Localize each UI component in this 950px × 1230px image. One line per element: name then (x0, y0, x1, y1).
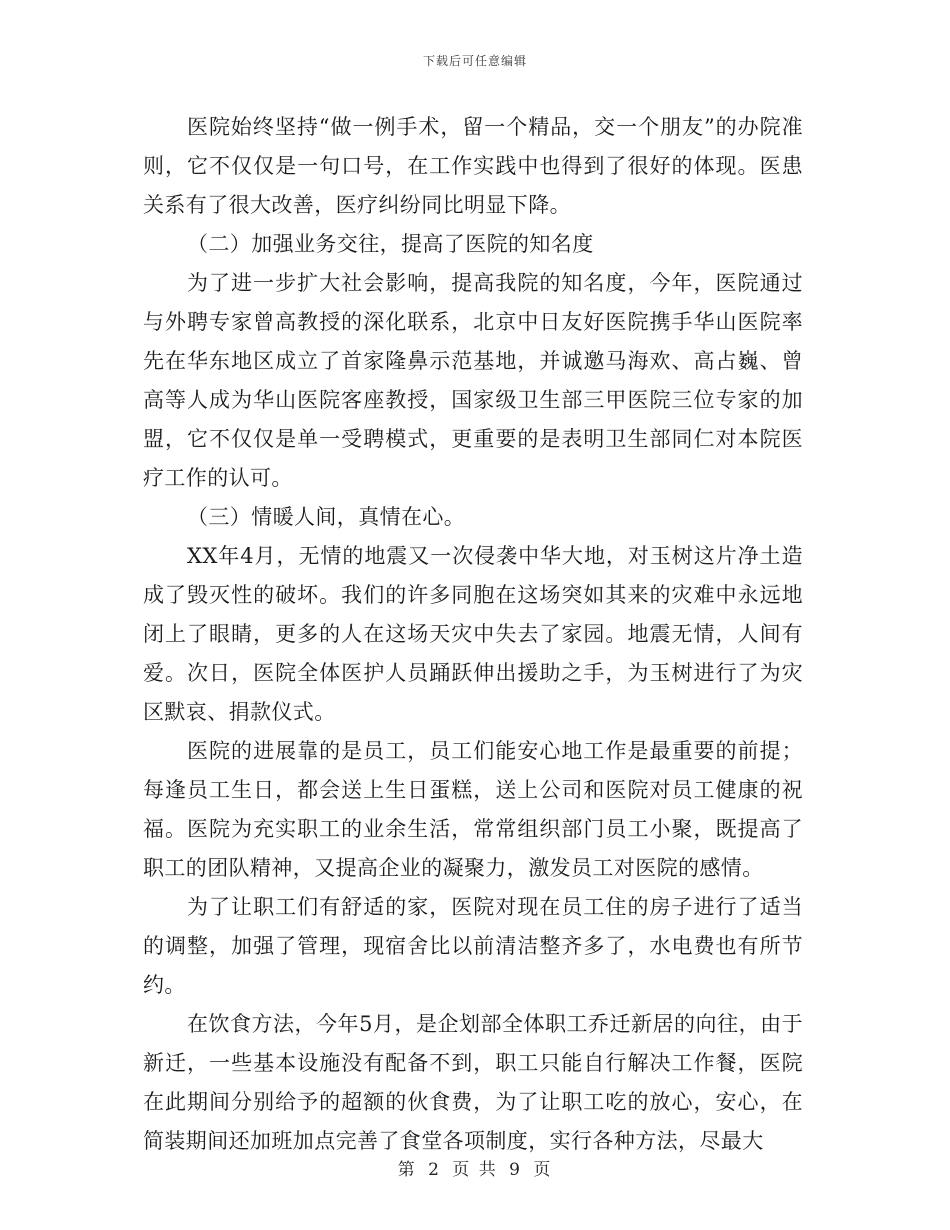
paragraph-meals: 在饮食方法，今年5月，是企划部全体职工乔迁新居的向往，由于新迁，一些基本设施没有配备不到，职工只能自行解决工作餐，医院在此期间分别给予的超额的伙食费，为了让职工吃的放心，安心，在简装期间还加班加点完善了食堂各项制度，实行各种方法，尽最大 (143, 1012, 803, 1153)
paragraph-dormitory: 为了让职工们有舒适的家，医院对现在员工住的房子进行了适当的调整，加强了管理，现宿舍比以前清洁整齐多了，水电费也有所节约。 (143, 895, 803, 997)
section-heading-three: （三）情暖人间，真情在心。 (187, 505, 466, 529)
total-page-number: 9 (509, 1160, 522, 1180)
page-header: 下载后可任意编辑 (422, 54, 527, 68)
paragraph-reputation: 为了进一步扩大社会影响，提高我院的知名度，今年，医院通过与外聘专家曾高教授的深化联系，北京中日友好医院携手华山医院率先在华东地区成立了首家隆鼻示范基地，并诚邀马海欢、高占巍、曾高等人成为华山医院客座教授，国家级卫生部三甲医院三位专家的加盟，它不仅仅是单一受聘模式，更重要的是表明卫生部同仁对本院医疗工作的认可。 (143, 271, 803, 490)
paragraph-doctor-principle: 医院始终坚持“做一例手术，留一个精品，交一个朋友”的办院准则，它不仅仅是一句口号，在工作实践中也得到了很好的体现。医患关系有了很大改善，医疗纠纷同比明显下降。 (143, 115, 803, 217)
section-heading-two: （二）加强业务交往，提高了医院的知名度 (187, 232, 594, 256)
page-body (143, 108, 803, 1161)
paragraph-earthquake: XX年4月，无情的地震又一次侵袭中华大地，对玉树这片净土造成了毁灭性的破坏。我们的许多同胞在这场突如其来的灾难中永远地闭上了眼睛，更多的人在这场天灾中失去了家园。地震无情，人间有爱。次日，医院全体医护人员踊跃伸出援助之手，为玉树进行了为灾区默哀、捐款仪式。 (143, 544, 803, 724)
footer-middle: 页 共 (452, 1160, 498, 1180)
footer-suffix: 页 (533, 1160, 553, 1180)
current-page-number: 2 (428, 1160, 441, 1180)
page-footer (0, 1155, 950, 1180)
footer-prefix: 第 (397, 1160, 417, 1180)
paragraph-employees: 医院的进展靠的是员工，员工们能安心地工作是最重要的前提；每逢员工生日，都会送上生日蛋糕，送上公司和医院对员工健康的祝福。医院为充实职工的业余生活，常常组织部门员工小聚，既提高了职工的团队精神，又提高企业的凝聚力，激发员工对医院的感情。 (143, 739, 803, 880)
